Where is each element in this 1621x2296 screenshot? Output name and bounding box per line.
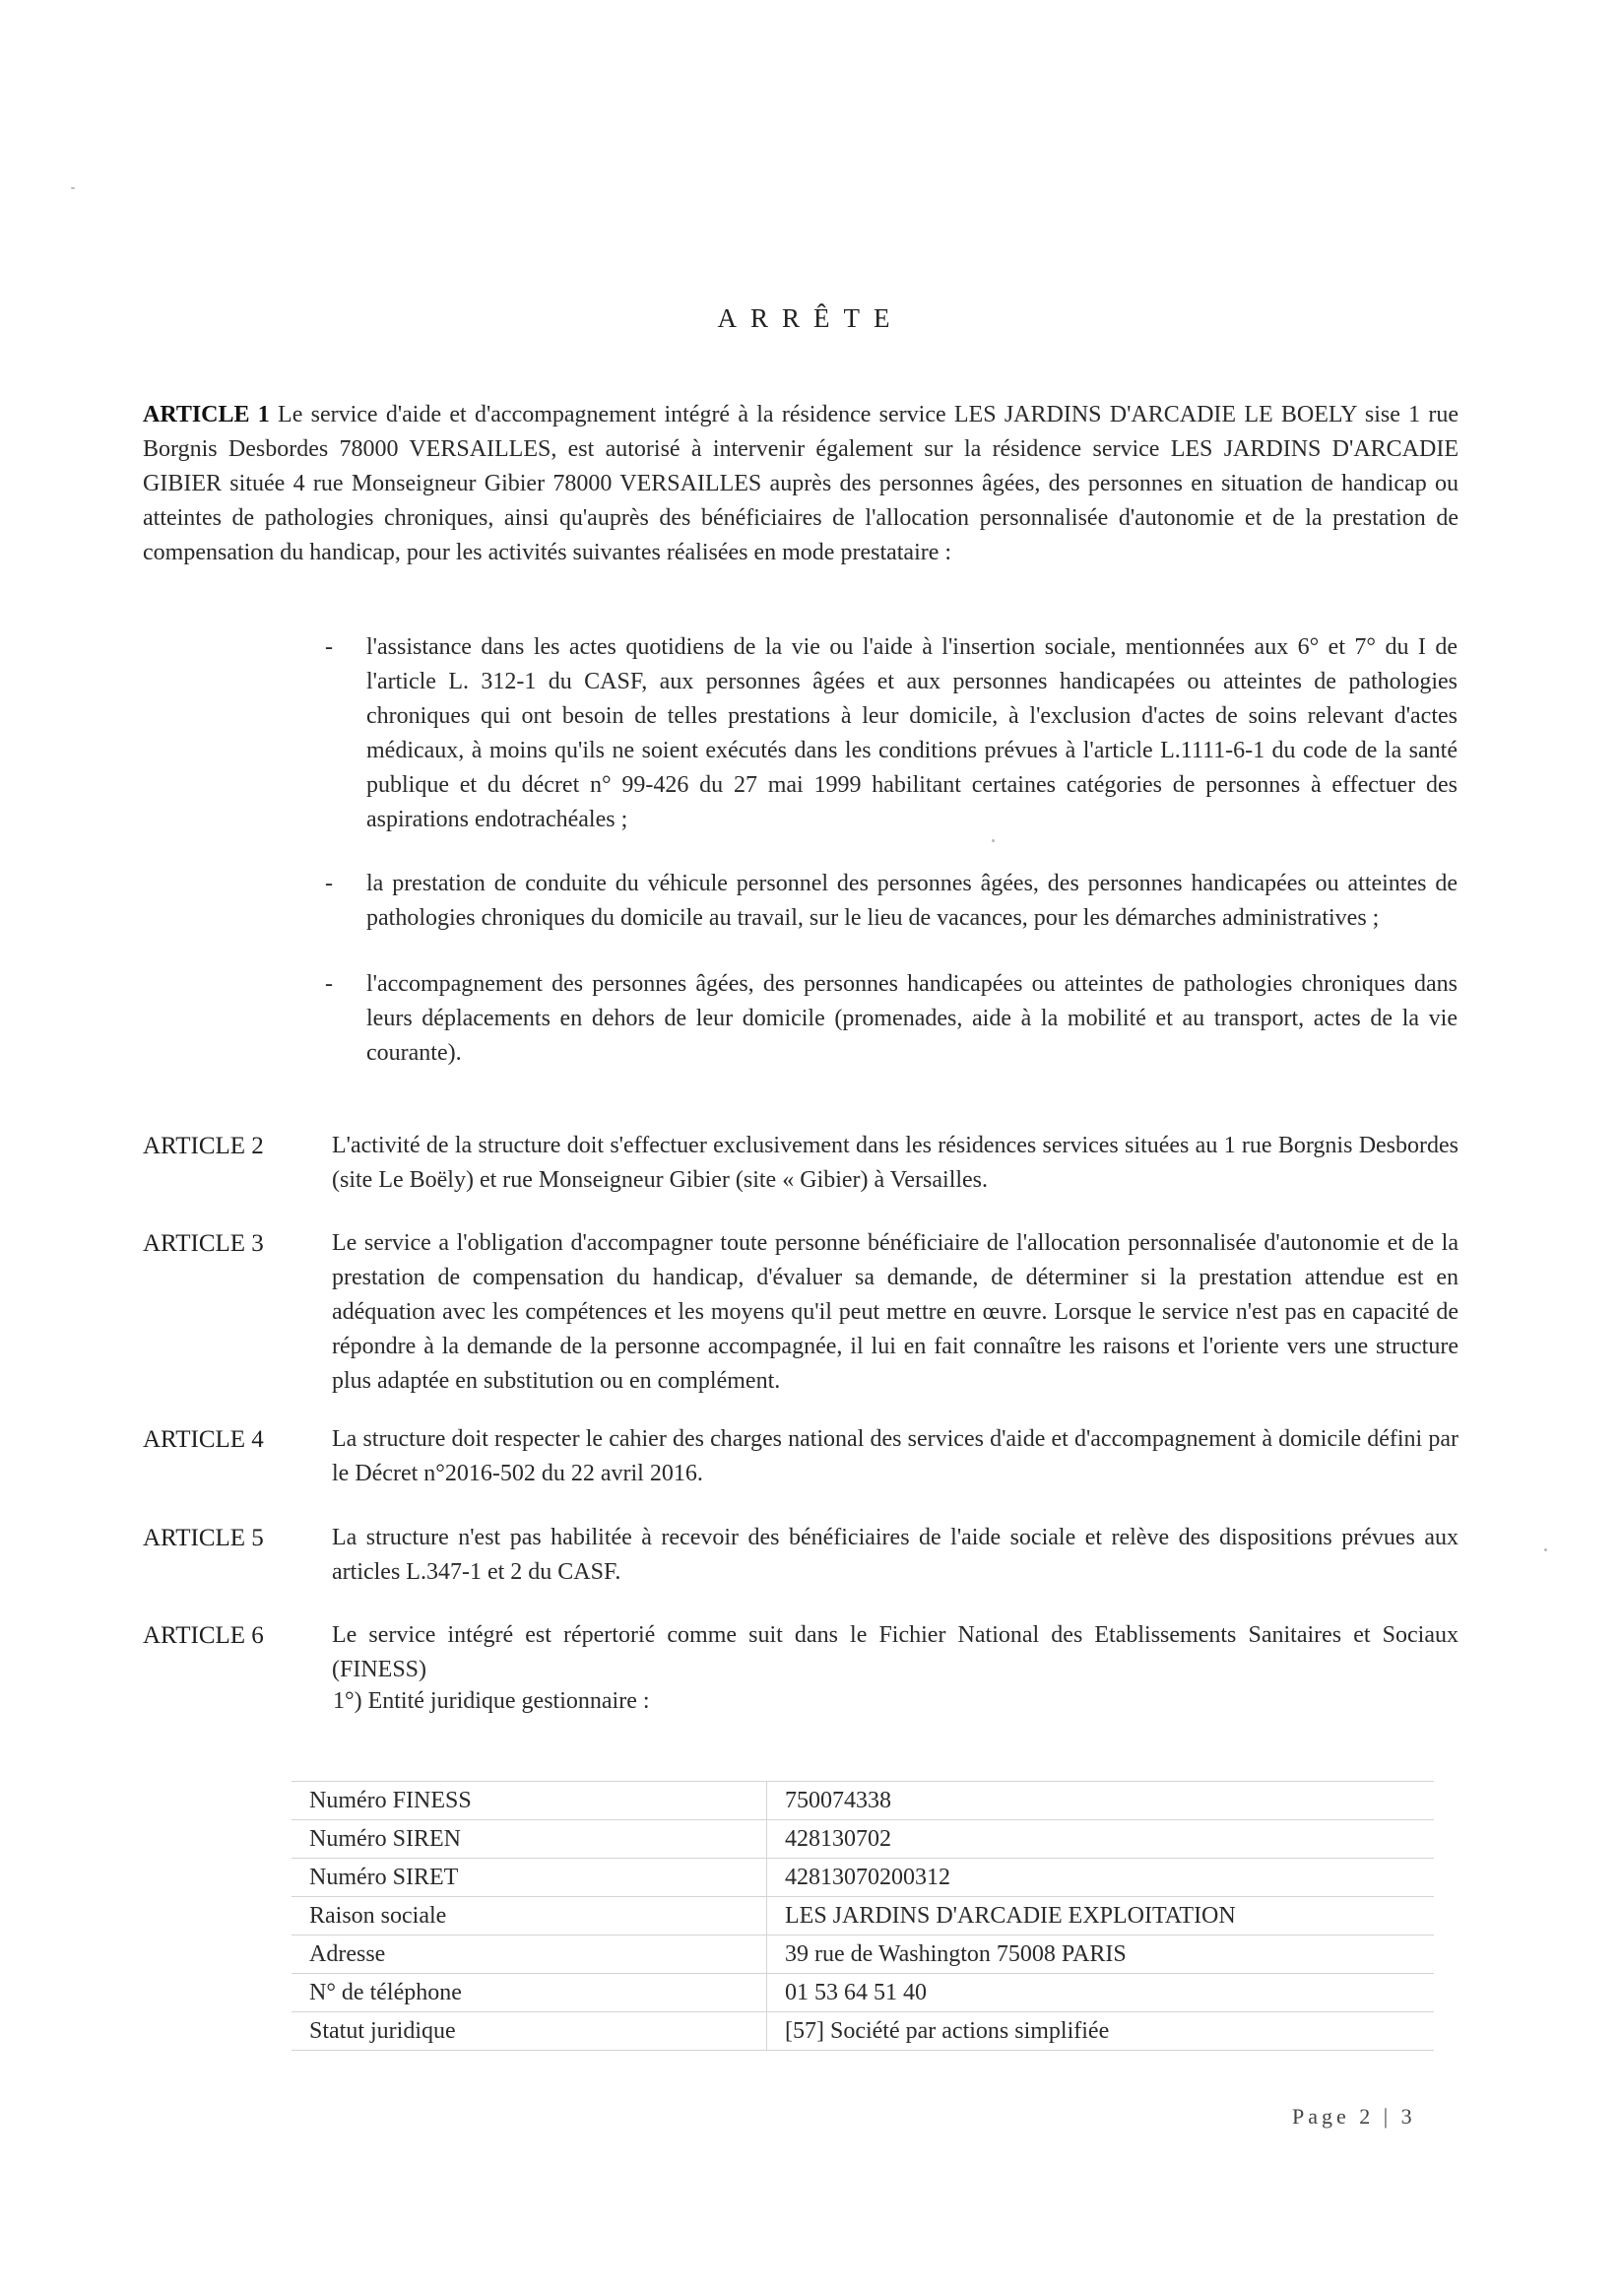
article-1-activity-list — [325, 630, 1458, 1071]
activity-item — [325, 967, 1458, 1071]
article-4 — [143, 1422, 1459, 1491]
table-key: Numéro FINESS — [292, 1782, 767, 1820]
article-label: ARTICLE 2 — [143, 1133, 264, 1159]
article-text: L'activité de la structure doit s'effectuer exclusivement dans les résidences services situées au 1 rue Borgnis Desbordes (site Le Boëly) et rue Monseigneur Gibier (site « Gibier) à Versailles. — [332, 1133, 1459, 1193]
article-label: ARTICLE 6 — [143, 1622, 264, 1649]
entity-heading: 1°) Entité juridique gestionnaire : — [333, 1688, 650, 1714]
table-value: LES JARDINS D'ARCADIE EXPLOITATION — [767, 1897, 1435, 1935]
article-1 — [143, 398, 1459, 570]
table-row — [292, 1820, 1434, 1859]
table-row — [292, 1859, 1434, 1897]
article-label: ARTICLE 5 — [143, 1525, 264, 1551]
table-value: 428130702 — [767, 1820, 1435, 1859]
document-title: ARRÊTE — [717, 303, 904, 333]
article-6 — [143, 1618, 1459, 1687]
activity-text: l'accompagnement des personnes âgées, des personnes handicapées ou atteintes de pathologies chroniques dans leurs déplacements en dehors de leur domicile (promenades, aide à la mobilité et au transport, actes de la vie courante). — [366, 971, 1458, 1066]
article-text: Le service intégré est répertorié comme suit dans le Fichier National des Etablissements Sanitaires et Sociaux (FINESS) — [332, 1622, 1459, 1682]
article-1-text: Le service d'aide et d'accompagnement intégré à la résidence service LES JARDINS D'ARCADIE LE BOELY sise 1 rue Borgnis Desbordes 78000 VERSAILLES, est autorisé à intervenir également sur la résidence service LES JARDINS D'ARCADIE GIBIER située 4 rue Monseigneur Gibier 78000 VERSAILLES auprès des personnes âgées, des personnes en situation de handicap ou atteintes de pathologies chroniques, ainsi qu'auprès des bénéficiaires de l'allocation personnalisée d'autonomie et de la prestation de compensation du handicap, pour les activités suivantes réalisées en mode prestataire : — [143, 402, 1459, 565]
scan-speck — [1544, 1548, 1547, 1551]
table-key: Numéro SIRET — [292, 1859, 767, 1897]
table-value: 01 53 64 51 40 — [767, 1974, 1435, 2012]
activity-item — [325, 630, 1458, 837]
table-row — [292, 1974, 1434, 2012]
article-5 — [143, 1521, 1459, 1590]
table-key: Statut juridique — [292, 2012, 767, 2051]
activity-item — [325, 867, 1458, 936]
article-label: ARTICLE 4 — [143, 1426, 264, 1453]
list-dash: - — [325, 634, 333, 660]
list-dash: - — [325, 971, 333, 997]
scan-speck — [71, 187, 75, 189]
article-2 — [143, 1129, 1459, 1198]
article-text: La structure n'est pas habilitée à recevoir des bénéficiaires de l'aide sociale et relève des dispositions prévues aux articles L.347-1 et 2 du CASF. — [332, 1525, 1459, 1585]
table-key: Numéro SIREN — [292, 1820, 767, 1859]
table-key: N° de téléphone — [292, 1974, 767, 2012]
activity-text: la prestation de conduite du véhicule personnel des personnes âgées, des personnes handicapées ou atteintes de pathologies chroniques du domicile au travail, sur le lieu de vacances, pour les démarches administratives ; — [366, 871, 1458, 931]
page-number: Page 2 | 3 — [1292, 2104, 1416, 2129]
article-3 — [143, 1226, 1459, 1399]
table-key: Raison sociale — [292, 1897, 767, 1935]
article-1-label: ARTICLE 1 — [143, 402, 270, 427]
table-row — [292, 1782, 1434, 1820]
scan-speck — [992, 839, 995, 842]
table-value: 39 rue de Washington 75008 PARIS — [767, 1935, 1435, 1974]
table-value: 750074338 — [767, 1782, 1435, 1820]
table-row — [292, 2012, 1434, 2051]
article-text: Le service a l'obligation d'accompagner toute personne bénéficiaire de l'allocation personnalisée d'autonomie et de la prestation de compensation du handicap, d'évaluer sa demande, de déterminer si la prestation attendue est en adéquation avec les compétences et les moyens qu'il peut mettre en œuvre. Lorsque le service n'est pas en capacité de répondre à la demande de la personne accompagnée, il lui en fait connaître les raisons et l'oriente vers une structure plus adaptée en substitution ou en complément. — [332, 1230, 1459, 1394]
table-row — [292, 1897, 1434, 1935]
list-dash: - — [325, 871, 333, 896]
table-key: Adresse — [292, 1935, 767, 1974]
finess-entity-table — [292, 1781, 1434, 2051]
article-label: ARTICLE 3 — [143, 1230, 264, 1257]
table-row — [292, 1935, 1434, 1974]
table-value: 42813070200312 — [767, 1859, 1435, 1897]
activity-text: l'assistance dans les actes quotidiens de la vie ou l'aide à l'insertion sociale, mentionnées aux 6° et 7° du I de l'article L. 312-1 du CASF, aux personnes âgées et aux personnes handicapées ou atteintes de pathologies chroniques qui ont besoin de telles prestations à leur domicile, à l'exclusion d'actes de soins relevant d'actes médicaux, à moins qu'ils ne soient exécutés dans les conditions prévues à l'article L.1111-6-1 du code de la santé publique et du décret n° 99-426 du 27 mai 1999 habilitant certaines catégories de personnes à effectuer des aspirations endotrachéales ; — [366, 634, 1458, 832]
table-value: [57] Société par actions simplifiée — [767, 2012, 1435, 2051]
article-text: La structure doit respecter le cahier des charges national des services d'aide et d'accompagnement à domicile défini par le Décret n°2016-502 du 22 avril 2016. — [332, 1426, 1459, 1486]
